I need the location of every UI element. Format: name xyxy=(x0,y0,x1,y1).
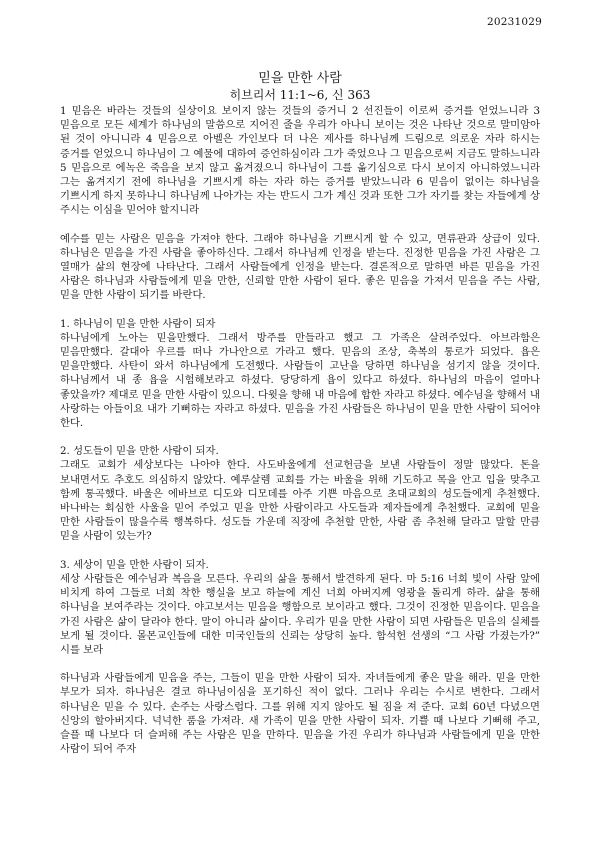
section-body-2: 그래도 교회가 세상보다는 나아야 한다. 사도바울에게 선교헌금을 보낸 사람들이 정말 많았다. 돈을 보내면서도 추호도 의심하지 않았다. 예루살렘 교회를 가는 바울을 위해 기도하고 목을 안고 입을 맞추고 함께 통곡했다. 바울은 에바브로 디도와 디모데를 아주 기쁜 마음으로 초대교회의 성도들에게 추천했다. 바나바는 회심한 사울을 믿어 주었고 믿을 만한 사람이라고 사도들과 제자들에게 추천했다. 교회에 믿을 만한 사람들이 많을수록 행복하다. 성도들 가운데 직장에 추천할 만한, 사람 좀 추천해 달라고 말할 만큼 믿을 사람이 있는가? xyxy=(60,459,540,543)
date-label: 20231029 xyxy=(486,16,542,28)
paragraph-spacer xyxy=(60,303,540,317)
scripture-reference: 히브리서 11:1~6, 신 363 xyxy=(229,88,371,102)
intro-paragraph: 예수를 믿는 사람은 믿음을 가져야 한다. 그래야 하나님을 기쁘시게 할 수 있고, 면류관과 상급이 있다. 하나님은 믿음을 가진 사람을 좋아하신다. 그래서 하나님께 인정을 받는다. 진정한 믿음을 가진 사람은 그 열매가 삶의 현장에 나타난다. 그래서 사람들에게 인정을 받는다. 결론적으로 말하면 바른 믿음을 가진 사람은 하나님과 사람들에게 믿을 만한, 신뢰할 만한 사람이 된다. 좋은 믿음을 가져서 믿음을 주는 사람, 믿을 만한 사람이 되기를 바란다. xyxy=(60,232,540,302)
section-body-1: 하나님에게 노아는 믿을만했다. 그래서 방주를 만들라고 했고 그 가족은 살려주었다. 아브라함은 믿음만했다. 갈대아 우르를 떠나 가나안으로 가라고 했다. 믿음의 조상, 축복의 통로가 되었다. 욥은 믿을만했다. 사탄이 와서 하나님에게 도전했다. 사람들이 고난을 당하면 하나님을 섬기지 않을 것이다. 하나님께서 내 종 욥을 시험해보라고 하셨다. 당당하게 욥이 있다고 하셨다. 하나님의 마음이 얼마나 좋았을까? 제대로 믿을 만한 사람이 있으니. 다윗을 향해 내 마음에 합한 자라고 하셨다. 예수님을 향해서 내 사랑하는 아들이요 내가 기뻐하는 자라고 하셨다. 믿음을 가진 사람들은 하나님이 믿을 만한 사람이 되어야 한다. xyxy=(60,331,540,430)
section-body-3: 세상 사람들은 예수님과 복음을 모른다. 우리의 삶을 통해서 발견하게 된다. 마 5:16 너희 빛이 사람 앞에 비치게 하여 그들로 너희 착한 행실을 보고 하늘에 계신 너희 아버지께 영광을 돌리게 하라. 삶을 통해 하나님을 보여주라는 것이다. 야고보서는 믿음을 행함으로 보이라고 했다. 그것이 진정한 믿음이다. 믿음을 가진 사람은 삶이 달라야 한다. 말이 아니라 삶이다. 우리가 믿을 만한 사람이 되면 사람들은 믿음의 실체를 보게 될 것이다. 몰몬교인들에 대한 미국인들의 신뢰는 상당히 높다. 함석헌 선생의 “그 사람 가졌는가?” 시를 보라 xyxy=(60,572,540,656)
paragraph-spacer xyxy=(60,544,540,558)
conclusion-paragraph: 하나님과 사람들에게 믿음을 주는, 그들이 믿을 만한 사람이 되자. 자녀들에게 좋은 말을 해라. 믿을 만한 부모가 되자. 하나님은 결코 하나님이심을 포기하신 적이 없다. 그러나 우리는 수시로 변한다. 그래서 하나님은 믿을 수 있다. 손주는 사랑스럽다. 그를 위해 지지 않아도 될 짐을 져 준다. 교회 60년 다녔으면 신앙의 할아버지다. 넉넉한 품을 가져라. 새 가족이 믿을 만한 사람이 되자. 기쁠 때 나보다 기뻐해 주고, 슬플 때 나보다 더 슬퍼해 주는 사람은 믿을 만하다. 믿음을 가진 우리가 하나님과 사람들에게 믿을 만한 사람이 되어 주자 xyxy=(60,672,540,756)
paragraph-spacer xyxy=(60,657,540,671)
scripture-text: 1 믿음은 바라는 것들의 실상이요 보이지 않는 것들의 증거니 2 선진들이 이로써 증거를 얻었느니라 3 믿음으로 모든 세계가 하나님의 말씀으로 지어진 줄을 우리가 아나니 보이는 것은 나타난 것으로 말미암아 된 것이 아니니라 4 믿음으로 아벨은 가인보다 더 나은 제사를 하나님께 드림으로 의로운 자라 하시는 증거를 얻었으니 하나님이 그 예물에 대하여 증언하심이라 그가 죽었으나 그 믿음으로써 지금도 말하느니라 5 믿음으로 에녹은 죽음을 보지 않고 옮겨졌으니 하나님이 그를 옮기심으로 다시 보이지 아니하였느니라 그는 옮겨지기 전에 하나님을 기쁘시게 하는 자라 하는 증거를 받았느니라 6 믿음이 없이는 하나님을 기쁘시게 하지 못하나니 하나님께 나아가는 자는 반드시 그가 계신 것과 또한 그가 자기를 찾는 자들에게 상 주시는 이심을 믿어야 할지니라 xyxy=(60,105,540,217)
section-heading-1: 1. 하나님이 믿을 만한 사람이 되자 xyxy=(60,317,216,330)
page-title: 믿을 만한 사람 xyxy=(258,71,342,86)
paragraph-spacer xyxy=(60,430,540,444)
section-heading-3: 3. 세상이 믿을 만한 사람이 되자. xyxy=(60,558,209,571)
section-heading-2: 2. 성도들이 믿을 만한 사람이 되자. xyxy=(60,445,219,458)
paragraph-spacer xyxy=(60,218,540,232)
